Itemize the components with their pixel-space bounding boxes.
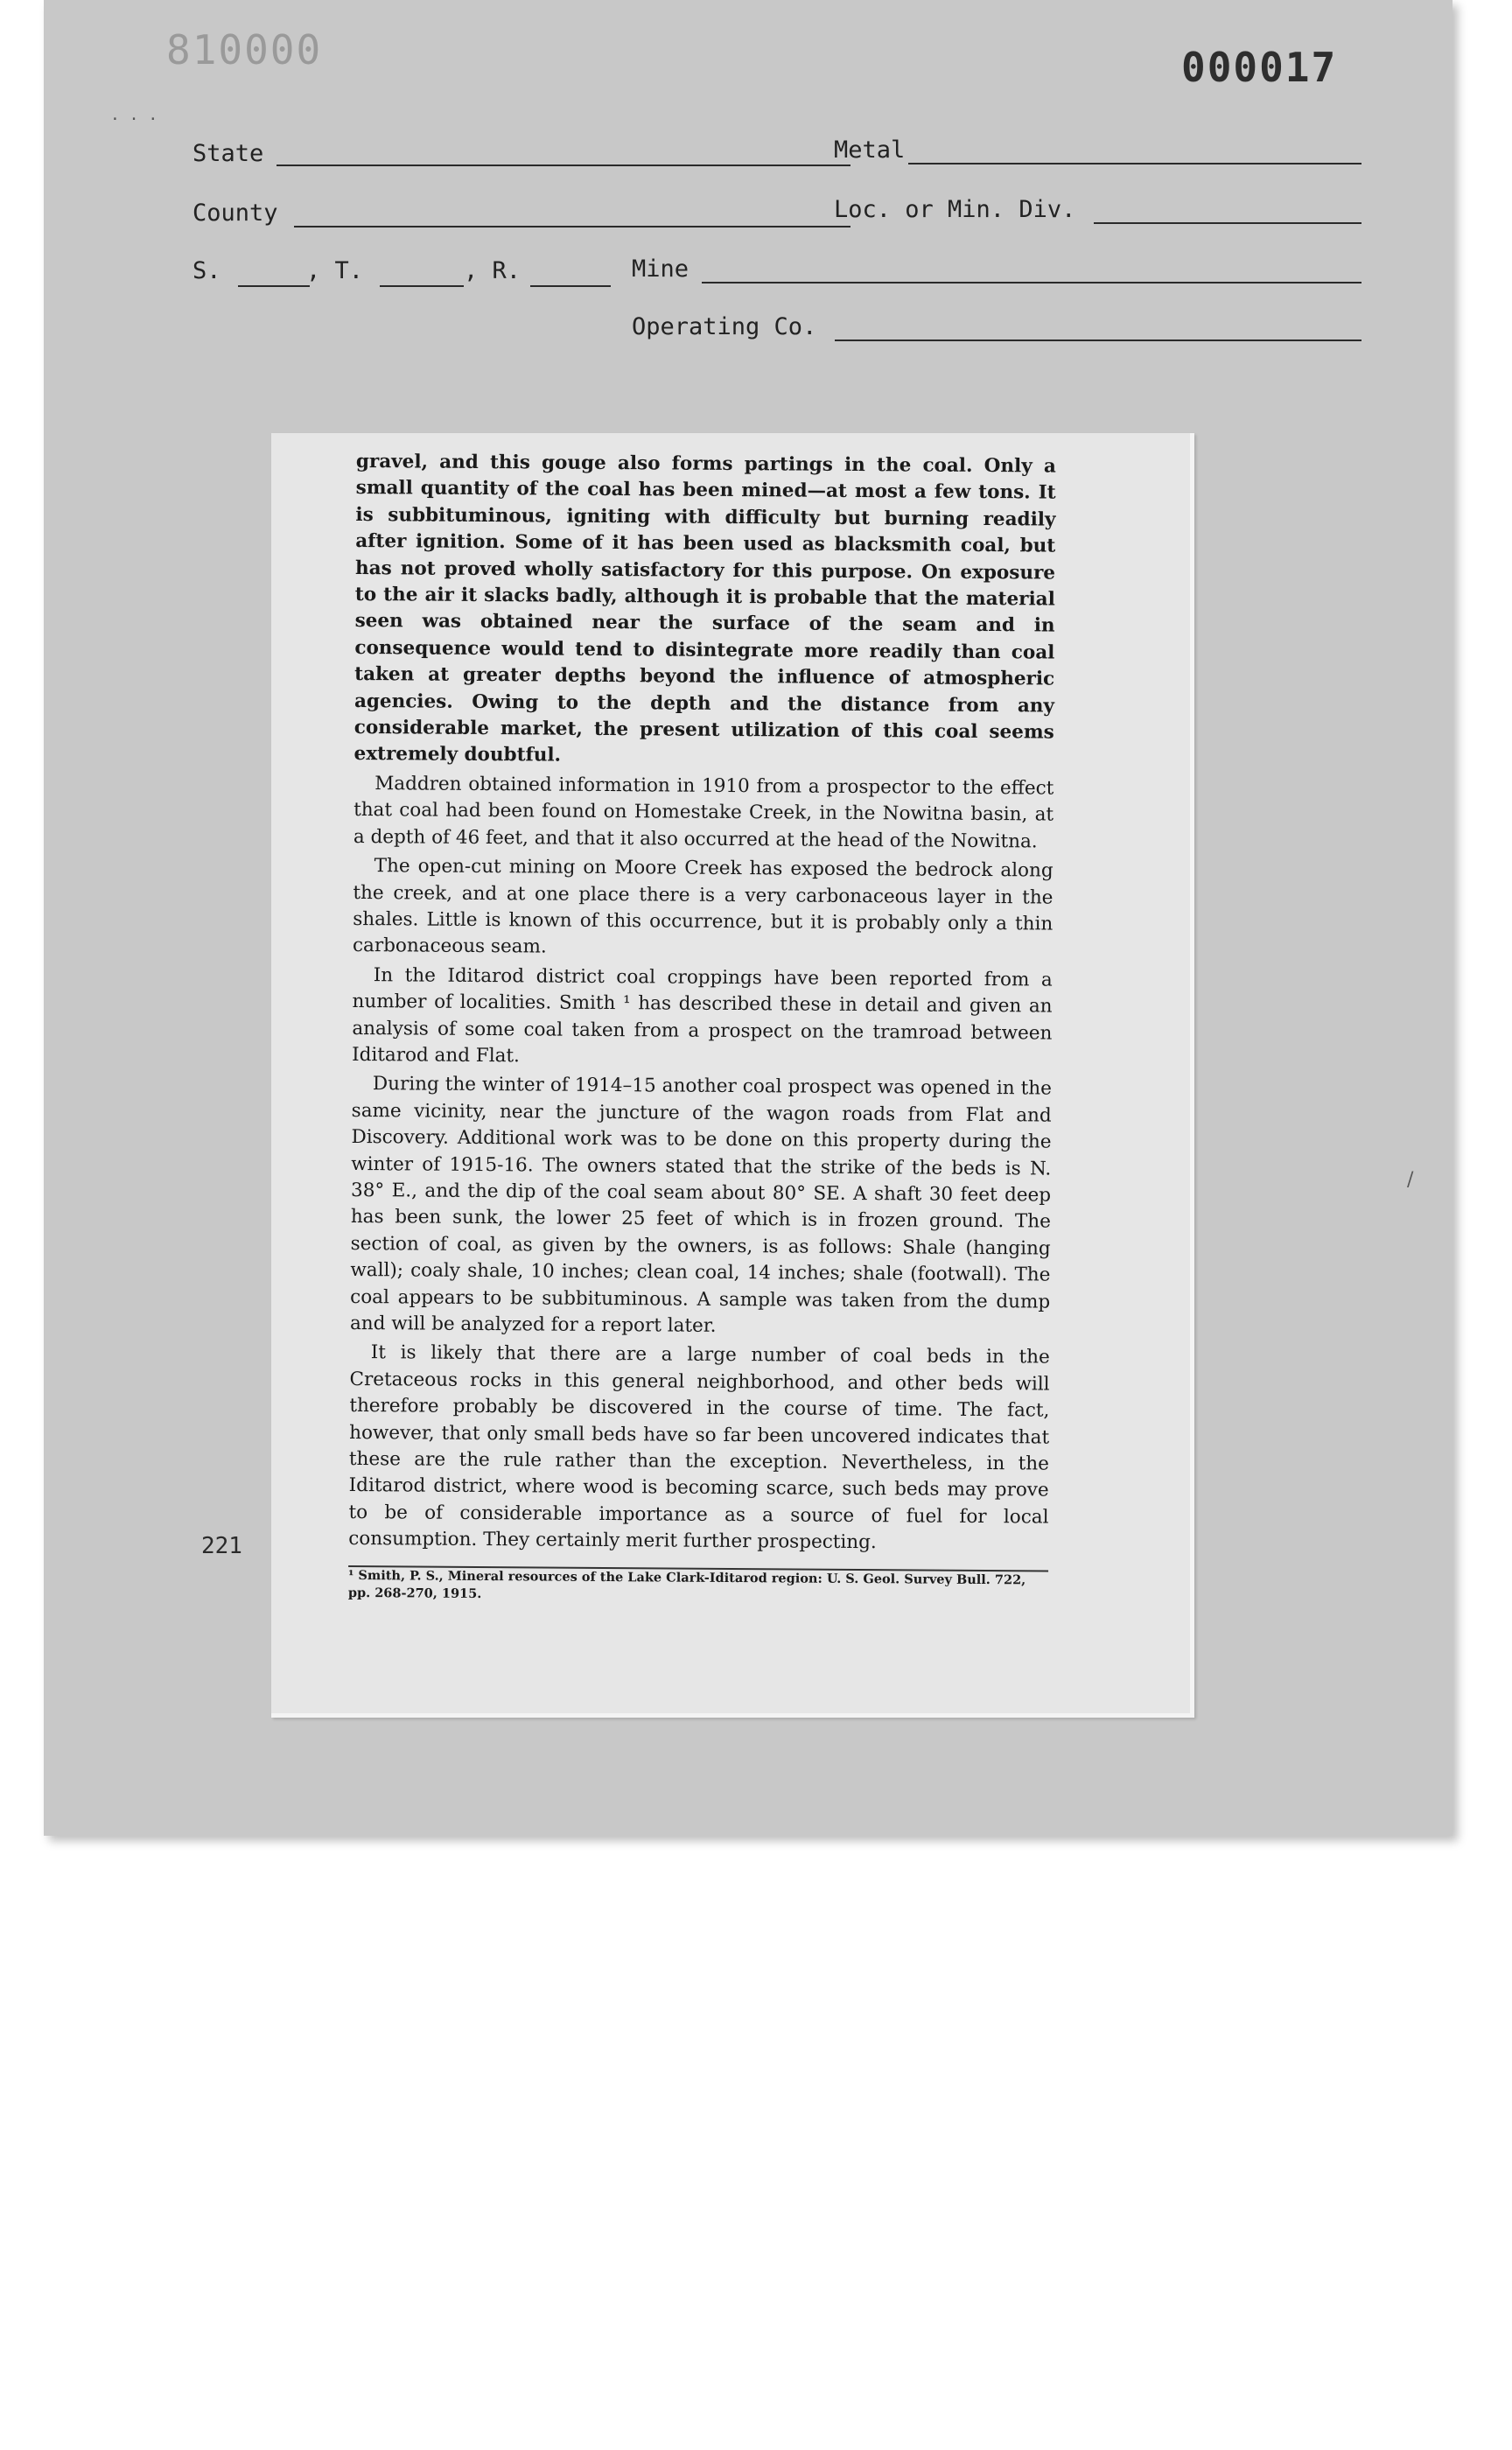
scan-specks: · · · (110, 110, 158, 129)
pencil-mark: / (1407, 1169, 1414, 1191)
metal-label: Metal (834, 136, 906, 164)
county-field-line (294, 226, 850, 228)
township-field-line (380, 285, 464, 287)
section-label: S. (192, 257, 221, 284)
serial-stamp: 810000 (166, 26, 323, 74)
pasted-clipping (271, 433, 1194, 1718)
clipping-text (348, 449, 1056, 1606)
loc-label: Loc. or Min. Div. (834, 196, 1076, 223)
document-card (44, 0, 1452, 1836)
section-field-line (238, 285, 310, 287)
paragraph: During the winter of 1914–15 another coal prospect was opened in the same vicinity, near the juncture of the wagon roads from Flat and Discovery. Additional work was to be done on this property during the winter of 1915-16. The owners stated that the strike of the beds is N. 38° E., and the dip of the coal seam about 80° SE. A shaft 30 feet deep has been sunk, the lower 25 feet of which is in frozen ground. The section of coal, as given by the owners, is as follows: Shale (hanging wall); coaly shale, 10 inches; clean coal, 14 inches; shale (footwall). The coal appears to be subbituminous. A sample was taken from the dump and will be analyzed for a report later. (349, 1073, 1053, 1337)
state-label: State (192, 140, 264, 167)
page-id-stamp: 000017 (1181, 44, 1338, 91)
paragraph: Maddren obtained information in 1910 from a prospector to the effect that coal had been found on Homestake Creek, in the Nowitna basin, at a depth of 46 feet, and that it also occurred at the head of the Nowitna. (353, 773, 1054, 853)
range-label: , R. (464, 257, 522, 284)
metal-field-line (908, 163, 1362, 164)
footnote: ¹ Smith, P. S., Mineral resources of the Lake Clark-Iditarod region: U. S. Geol. Survey Bull. 722, pp. 268-270, 1915. (347, 1567, 1026, 1601)
paragraph: The open-cut mining on Moore Creek has exposed the bedrock along the creek, and at one place there is a very carbonaceous layer in the shales. Little is known of this occurrence, but it is probably only a thin carbonaceous seam. (352, 855, 1054, 958)
county-label: County (192, 200, 278, 227)
mine-field-line (702, 282, 1362, 284)
loc-field-line (1094, 222, 1362, 224)
township-label: , T. (306, 257, 364, 284)
paragraph: It is likely that there are a large number of coal beds in the Cretaceous rocks in this general neighborhood, and other beds will therefore probably be discovered in the course of time. The fact, however, that only small beds have so far been uncovered indicates that these are the rule rather than the exception. Nevertheless, in the Iditarod district, where wood is becoming scarce, such beds may prove to be of considerable importance as a source of fuel for local consumption. They certainly merit further prospecting. (348, 1341, 1050, 1554)
mine-label: Mine (632, 256, 690, 283)
paragraph: gravel, and this gouge also forms partings in the coal. Only a small quantity of the coal has been mined—at most a few tons. It is subbituminous, igniting with difficulty but burning readily after ignition. Some of it has been used as blacksmith coal, but has not proved wholly satisfactory for this purpose. On exposure to the air it slacks badly, although it is probable that the material seen was obtained near the surface of the seam and in consequence would tend to disintegrate more readily than coal taken at greater depths beyond the influence of atmospheric agencies. Owing to the depth and the distance from any considerable market, the present utilization of this coal seems extremely doubtful. (354, 450, 1056, 767)
operating-co-label: Operating Co. (632, 313, 817, 340)
state-field-line (276, 164, 850, 166)
range-field-line (530, 285, 611, 287)
operating-co-field-line (835, 340, 1362, 341)
paragraph: In the Iditarod district coal croppings have been reported from a number of localities. Smith ¹ has described these in detail and given an analysis of some coal taken from a prospect on the tramroad between Iditarod and Flat. (352, 963, 1053, 1068)
page-number: 221 (201, 1533, 242, 1559)
